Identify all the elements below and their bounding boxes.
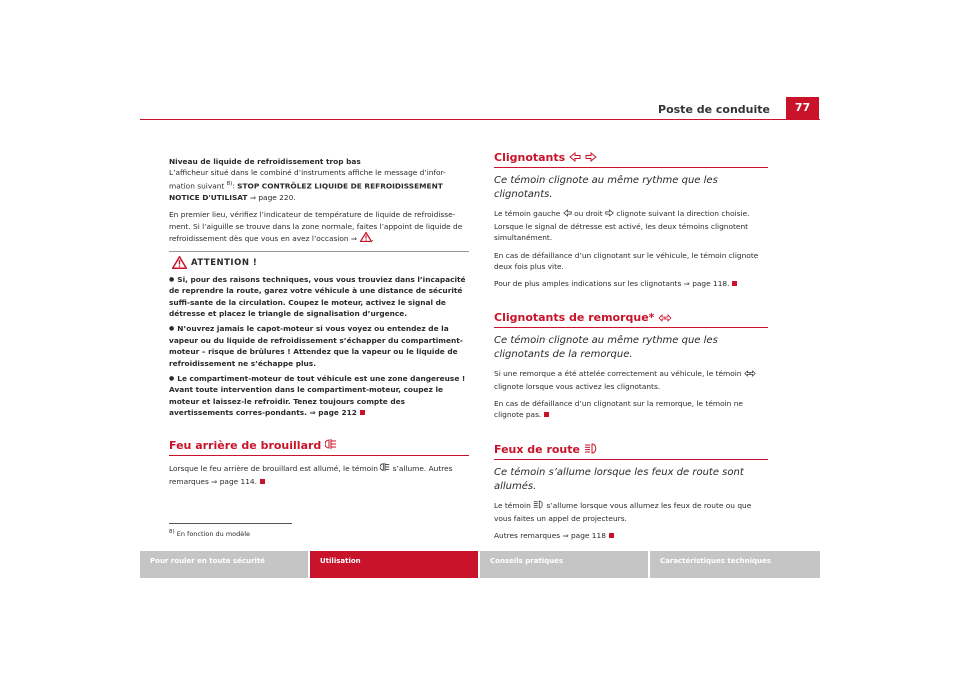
trailer-lead: Ce témoin clignote au même rythme que les clignotants de la remorque. bbox=[494, 335, 718, 361]
end-mark bbox=[260, 479, 265, 484]
trailer-p2: En cas de défaillance d’un clignotant sur la remorque, le témoin ne clignote pas. bbox=[494, 399, 743, 420]
blinkers-heading: Clignotants bbox=[494, 151, 566, 164]
coolant-message: STOP CONTRÔLEZ LIQUIDE DE REFROIDISSEMENT NOTICE D'UTILISAT bbox=[169, 181, 443, 202]
coolant-page-ref[interactable]: ⇒ page 220. bbox=[247, 192, 296, 202]
trailer-signal-icon bbox=[658, 313, 672, 324]
warning-box bbox=[169, 251, 469, 418]
warning-list bbox=[169, 274, 469, 419]
fog-section bbox=[169, 438, 469, 493]
turn-signal-left-icon bbox=[569, 152, 581, 164]
fog-text-a: Lorsque le feu arrière de brouillard est allumé, le témoin bbox=[169, 464, 378, 474]
highbeam-p1-a: Le témoin bbox=[494, 501, 531, 511]
blinkers-heading-row bbox=[494, 152, 768, 168]
highbeam-lead: Ce témoin s’allume lorsque les feux de route sont allumés. bbox=[494, 467, 744, 493]
footer-tab-safety[interactable]: Pour rouler en toute sécurité bbox=[140, 551, 308, 578]
warning-item-text: Le compartiment-moteur de tout véhicule est une zone dangereuse ! Avant toute intervention dans le compartiment-moteur, coupez le moteur et laissez-le refroidir. Tenez toujours compte des avertissements corres-pondants. ⇒ page 212 bbox=[169, 373, 466, 418]
coolant-p1-b: : bbox=[232, 181, 238, 191]
end-mark bbox=[360, 410, 365, 415]
rear-fog-light-icon bbox=[325, 438, 337, 452]
header-rule bbox=[140, 119, 820, 120]
highbeam-p2[interactable]: Autres remarques ⇒ page 118 bbox=[494, 531, 606, 541]
footnote-mark: 8) bbox=[169, 529, 175, 535]
coolant-p1-a: L’afficheur situé dans le combiné d’instruments affiche le message d’infor-mation suivant bbox=[169, 168, 446, 191]
high-beam-icon bbox=[584, 443, 598, 456]
page-header-title: Poste de conduite bbox=[658, 103, 770, 116]
trailer-heading: Clignotants de remorque* bbox=[494, 310, 655, 324]
warning-triangle-icon bbox=[172, 256, 187, 273]
footer-tab-specs[interactable]: Caractéristiques techniques bbox=[650, 551, 820, 578]
warning-item-text: N’ouvrez jamais le capot-moteur si vous voyez ou entendez de la vapeur ou du liquide de refroidissement s’échapper du compartiment-moteur – risque de brûlures ! Attendez que la vapeur ou le liquide de refroidissement ne s’échappe plus. bbox=[169, 324, 463, 368]
rear-fog-light-icon bbox=[380, 462, 390, 475]
blinkers-p1-a: Le témoin gauche bbox=[494, 209, 561, 219]
warning-item bbox=[169, 274, 469, 320]
high-beam-icon bbox=[533, 500, 544, 512]
turn-signal-right-icon bbox=[605, 209, 614, 220]
footnote-text: En fonction du modèle bbox=[176, 530, 251, 539]
end-mark bbox=[732, 281, 737, 286]
fog-heading-row bbox=[169, 438, 469, 456]
end-mark bbox=[609, 533, 614, 538]
page-number: 77 bbox=[786, 97, 819, 119]
trailer-p1-b: clignote lorsque vous activez les clignotants. bbox=[494, 381, 661, 391]
blinkers-p1-b: ou droit bbox=[574, 209, 603, 219]
coolant-p2-block: En premier lieu, vérifiez l’indicateur de température de liquide de refroidisse-ment. Si l’aiguille se trouve dans la zone normale, faites l’appoint de liquide de refroidissement dès que vous en avez l’occasion ⇒ . bbox=[169, 209, 469, 245]
turn-signal-left-icon bbox=[563, 209, 572, 220]
coolant-section bbox=[169, 156, 469, 203]
coolant-heading: Niveau de liquide de refroidissement trop bas bbox=[169, 157, 361, 166]
fog-text-b: s’allume. Autres remarques ⇒ page 114. bbox=[169, 464, 453, 486]
footer-tab-tips[interactable]: Conseils pratiques bbox=[480, 551, 648, 578]
turn-signal-right-icon bbox=[585, 152, 597, 164]
highbeam-heading: Feux de route bbox=[494, 442, 580, 456]
blinkers-p1-c: clignote suivant la direction choisie. Lorsque le signal de détresse est activé, les deux témoins clignotent simultanément. bbox=[494, 209, 750, 243]
right-column bbox=[494, 152, 768, 548]
highbeam-p1-b: s’allume lorsque vous allumez les feux de route ou que vous faites un appel de projecteurs. bbox=[494, 501, 752, 523]
trailer-heading-row bbox=[494, 312, 768, 328]
warning-item-text: Si, pour des raisons techniques, vous vous trouviez dans l’incapacité de reprendre la route, garez votre véhicule à une distance de sécurité suffi-sante de la circulation. Coupez le moteur, activez le signal de détresse et placez le triangle de signalisation d’urgence. bbox=[169, 274, 466, 318]
end-mark bbox=[544, 412, 549, 417]
coolant-p2: En premier lieu, vérifiez l’indicateur de température de liquide de refroidisse-ment. Si l’aiguille se trouve dans la zone normale, faites l’appoint de liquide de refroidissement dès que vous en avez l’occasion ⇒ bbox=[169, 210, 463, 243]
trailer-p1-a: Si une remorque a été attelée correctement au véhicule, le témoin bbox=[494, 369, 742, 379]
fog-heading: Feu arrière de brouillard bbox=[169, 439, 322, 452]
trailer-signal-icon bbox=[744, 369, 756, 380]
left-column bbox=[169, 156, 469, 423]
footnote-ref[interactable]: 8) bbox=[226, 180, 233, 187]
highbeam-heading-row bbox=[494, 443, 768, 460]
warning-item bbox=[169, 323, 469, 369]
footnote-rule bbox=[169, 523, 292, 524]
warning-title-row bbox=[191, 258, 469, 269]
warning-triangle-icon bbox=[360, 232, 372, 245]
warning-item bbox=[169, 373, 469, 419]
blinkers-p3[interactable]: Pour de plus amples indications sur les clignotants ⇒ page 118. bbox=[494, 279, 730, 289]
warning-title: ATTENTION ! bbox=[191, 258, 258, 269]
footnote bbox=[169, 529, 250, 538]
blinkers-lead: Ce témoin clignote au même rythme que les clignotants. bbox=[494, 175, 718, 201]
footer-tab-utilisation[interactable]: Utilisation bbox=[310, 551, 478, 578]
blinkers-p2: En cas de défaillance d’un clignotant sur le véhicule, le témoin clignote deux fois plus vite. bbox=[494, 250, 759, 272]
